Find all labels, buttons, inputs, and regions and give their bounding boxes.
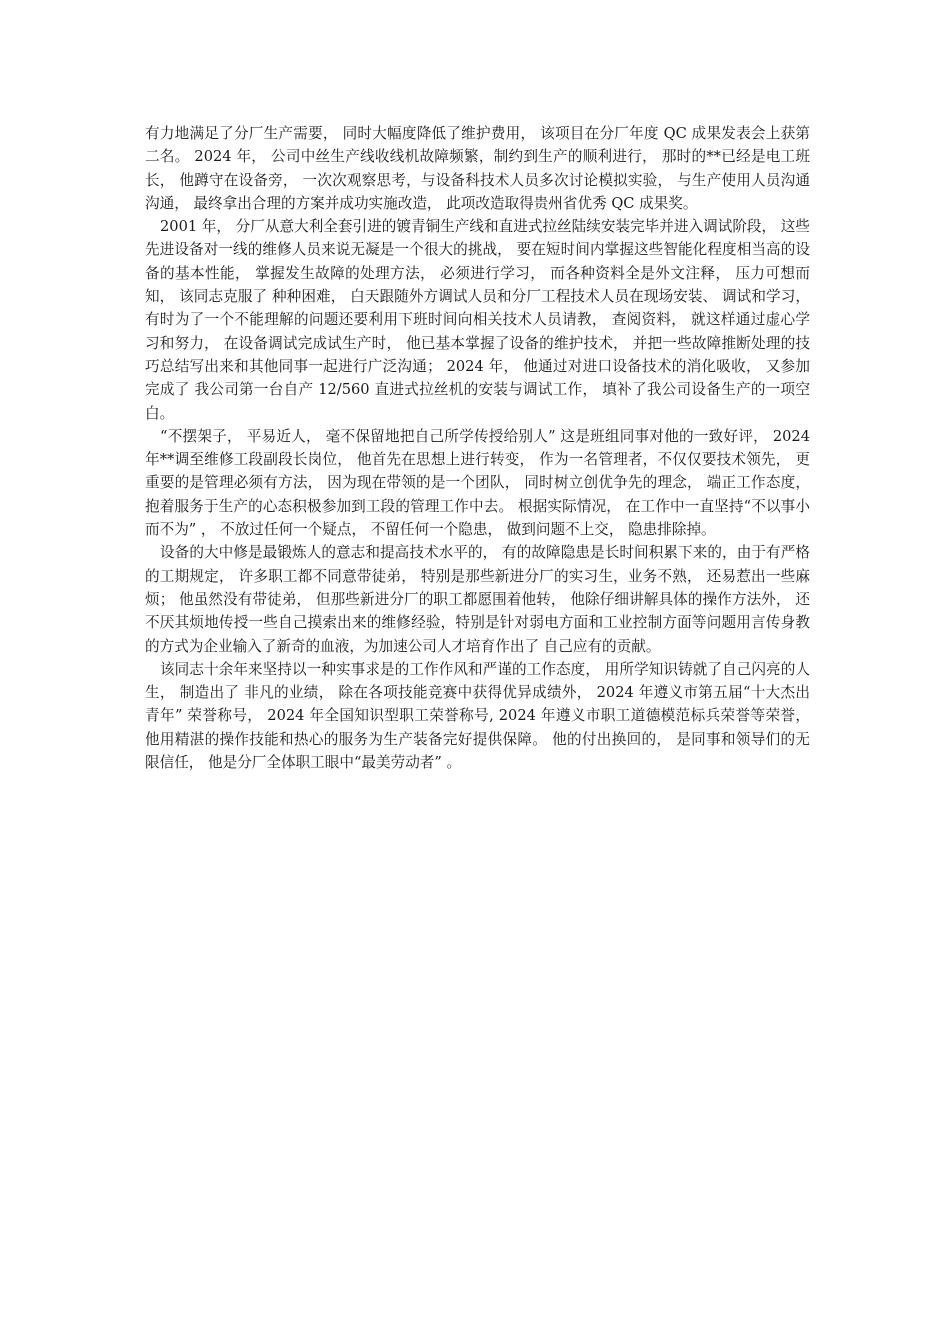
document-body [145,122,810,774]
paragraph-5: 该同志十余年来坚持以一种实事求是的工作作风和严谨的工作态度， 用所学知识铸就了自己闪亮的人生， 制造出了 非凡的业绩， 除在各项技能竞赛中获得优异成绩外， 2024 年遵义市第五届“十大杰出青年” 荣誉称号， 2024 年全国知识型职工荣誉称号, 2024 年遵义市职工道德模范标兵荣誉等荣誉， 他用精湛的操作技能和热心的服务为生产装备完好提供保障。 他的付出换回的， 是同事和领导们的无限信任， 他是分厂全体职工眼中“最美劳动者” 。 [145,660,810,772]
paragraph-2: 2001 年， 分厂从意大利全套引进的镀青铜生产线和直进式拉丝陆续安装完毕并进入调试阶段， 这些先进设备对一线的维修人员来说无凝是一个很大的挑战， 要在短时间内掌握这些智能化程度相当高的设备的基本性能， 掌握发生故障的处理方法， 必须进行学习， 而各种资料全是外文注释， 压力可想而知， 该同志克服了 种种困难， 白天跟随外方调试人员和分厂工程技术人员在现场安装、 调试和学习， 有时为了一个不能理解的问题还要利用下班时间向相关技术人员请教， 查阅资料， 就这样通过虚心学习和努力， 在设备调试完成试生产时， 他已基本掌握了设备的维护技术， 并把一些故障推断处理的技巧总结写出来和其他同事一起进行广泛沟通； 2024 年， 他通过对进口设备技术的消化吸收， 又参加完成了 我公司第一台自产 12/560 直进式拉丝机的安装与调试工作， 填补了我公司设备生产的一项空白。 [145,218,810,422]
paragraph-3: “不摆架子， 平易近人， 毫不保留地把自己所学传授给别人” 这是班组同事对他的一致好评， 2024 年**调至维修工段副段长岗位， 他首先在思想上进行转变， 作为一名管理者，不仅仅要技术领先， 更重要的是管理必须有方法， 因为现在带领的是一个团队， 同时树立创优争先的理念， 端正工作态度， 抱着服务于生产的心态积极参加到工段的管理工作中去。 根据实际情况， 在工作中一直坚持“不以事小而不为” ， 不放过任何一个疑点， 不留任何一个隐患， 做到问题不上交， 隐患排除掉。 [145,427,810,539]
paragraph-4: 设备的大中修是最锻炼人的意志和提高技术水平的， 有的故障隐患是长时间积累下来的，由于有严格的工期规定， 许多职工都不同意带徒弟， 特别是那些新进分厂的实习生，业务不熟， 还易惹出一些麻烦； 他虽然没有带徒弟， 但那些新进分厂的职工都愿围着他转， 他除仔细讲解具体的操作方法外， 还不厌其烦地传授一些自己摸索出来的维修经验，特别是针对弱电方面和工业控制方面等问题用言传身教的方式为企业输入了新奇的血液，为加速公司人才培育作出了 自己应有的贡献。 [145,544,810,655]
paragraph-1: 有力地满足了分厂生产需要， 同时大幅度降低了维护费用， 该项目在分厂年度 QC 成果发表会上获第二名。 2024 年， 公司中丝生产线收线机故障频繁，制约到生产的顺利进行， 那时的**已经是电工班长， 他蹲守在设备旁， 一次次观察思考，与设备科技术人员多次讨论模拟实验， 与生产使用人员沟通沟通， 最终拿出合理的方案并成功实施改造， 此项改造取得贵州省优秀 QC 成果奖。 [145,125,810,212]
